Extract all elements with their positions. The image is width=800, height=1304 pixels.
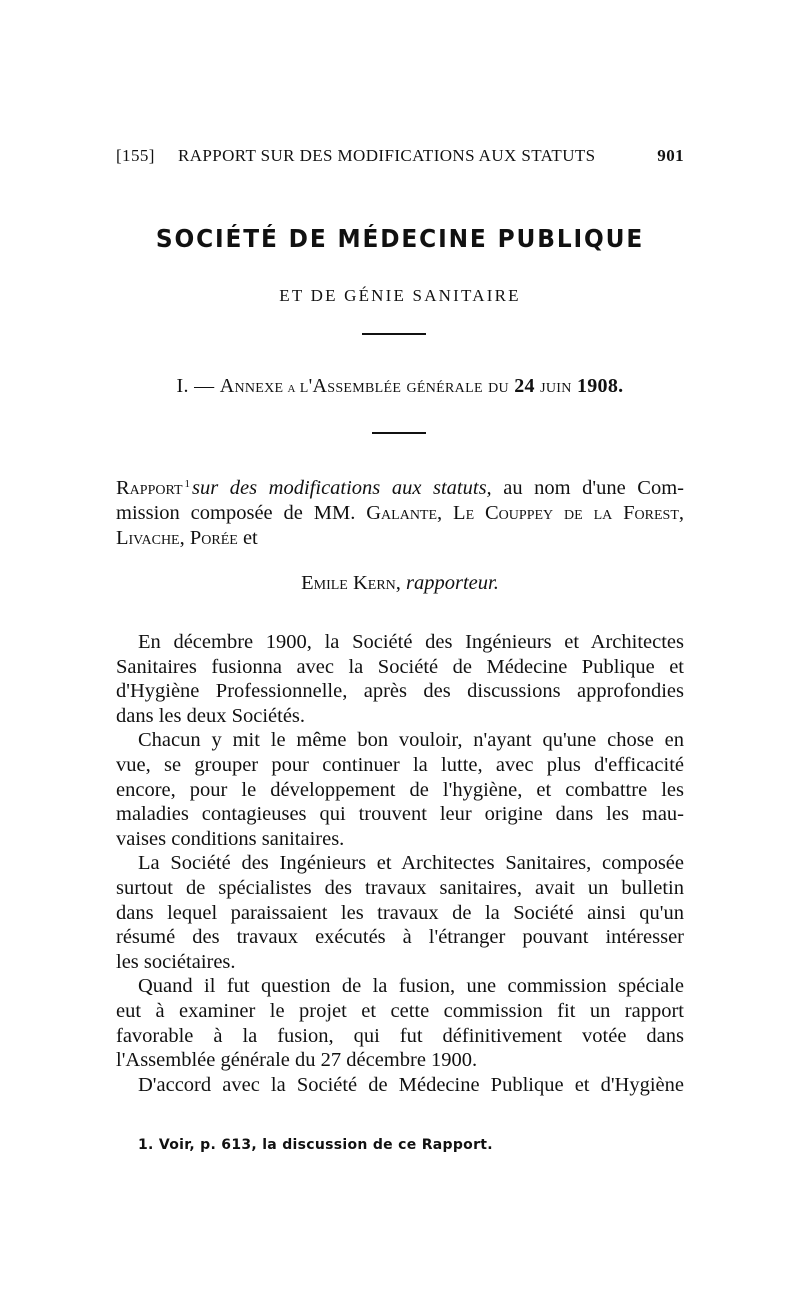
annexe-year: 1908. <box>571 375 624 397</box>
body-line: d'Hygiène Professionnelle, après des discussions approfondies <box>116 680 684 703</box>
annexe-word: Annexe <box>219 375 284 397</box>
report-line3-end: et <box>237 527 258 549</box>
annexe-month: juin <box>540 375 572 397</box>
report-line1-rest: au nom d'une Com- <box>491 477 684 499</box>
author-name: Emile Kern, <box>301 572 401 594</box>
body-line: vue, se grouper pour continuer la lutte, avec plus d'efficacité <box>116 753 684 776</box>
rapporteur-line <box>0 572 800 595</box>
annexe-heading <box>0 375 800 398</box>
report-title-block <box>116 472 684 551</box>
rapport-word: Rapport <box>116 477 183 499</box>
footnote-marker: 1 <box>184 478 191 490</box>
divider-rule <box>362 333 426 335</box>
annexe-prefix: I. — <box>176 375 220 397</box>
report-italic-title: sur des modifications aux statuts, <box>192 477 492 499</box>
body-line: favorable à la fusion, qui fut définitivement votée dans <box>116 1024 684 1047</box>
commission-names-b: Livache, Porée <box>116 527 238 549</box>
body-text <box>116 630 684 1097</box>
society-subtitle: ET DE GÉNIE SANITAIRE <box>279 286 521 305</box>
author-role: rapporteur. <box>400 572 499 594</box>
report-line-3 <box>116 526 684 551</box>
annexe-assemblee: l'Assemblée générale du <box>299 375 509 397</box>
page-number: 901 <box>657 146 684 165</box>
body-line: D'accord avec la Société de Médecine Publique et d'Hygiène <box>138 1073 684 1096</box>
society-title: SOCIÉTÉ DE MÉDECINE PUBLIQUE <box>155 224 645 253</box>
body-line: encore, pour le développement de l'hygiène, et combattre les <box>116 778 684 801</box>
body-line: vaises conditions sanitaires. <box>116 827 345 850</box>
running-title: RAPPORT SUR DES MODIFICATIONS AUX STATUTS <box>178 146 596 165</box>
footnote: 1. Voir, p. 613, la discussion de ce Rapport. <box>138 1137 493 1153</box>
report-line-1 <box>116 472 684 501</box>
body-line: surtout de spécialistes des travaux sanitaires, avait un bulletin <box>116 876 684 899</box>
section-reference: [155] <box>116 146 155 165</box>
body-line: Quand il fut question de la fusion, une commission spéciale <box>138 975 684 998</box>
report-line-2 <box>116 501 684 526</box>
body-line: Sanitaires fusionna avec la Société de Médecine Publique et <box>116 655 684 678</box>
divider-rule-short <box>372 432 426 434</box>
body-line: l'Assemblée générale du 27 décembre 1900. <box>116 1049 478 1072</box>
report-line2-start: mission composée de MM. <box>116 502 367 524</box>
commission-names-a: Galante, Le Couppey de la Forest, <box>366 502 684 524</box>
body-line: maladies contagieuses qui trouvent leur origine dans les mau- <box>116 803 684 826</box>
body-line: résumé des travaux exécutés à l'étranger pouvant intéresser <box>116 926 684 949</box>
body-line: En décembre 1900, la Société des Ingénieurs et Architectes <box>138 631 684 653</box>
body-line: La Société des Ingénieurs et Architectes Sanitaires, composée <box>138 852 684 875</box>
annexe-a-word: a <box>283 380 300 396</box>
body-line: dans lequel paraissaient les travaux de la Société ainsi qu'un <box>116 901 684 924</box>
body-line: eut à examiner le projet et cette commission fit un rapport <box>116 999 684 1022</box>
annexe-day: 24 <box>508 375 541 397</box>
body-line: les sociétaires. <box>116 950 236 973</box>
body-line: Chacun y mit le même bon vouloir, n'ayant qu'une chose en <box>138 729 684 752</box>
body-line: dans les deux Sociétés. <box>116 704 306 727</box>
